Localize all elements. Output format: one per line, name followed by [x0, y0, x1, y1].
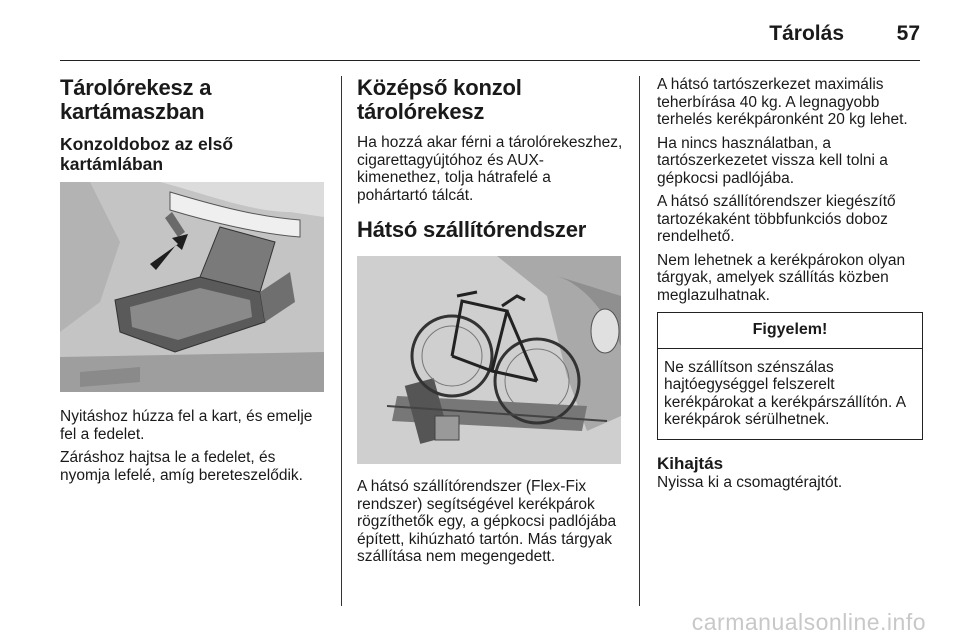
not-in-use-text: Ha nincs használatban, a tartószerkezetet vissza kell tolni a gépkocsi padlójába. [657, 134, 888, 187]
bike-carrier-illustration [357, 256, 621, 464]
accessory-text: A hátsó szállítórendszer kiegészítő tartozékaként többfunkciós doboz rendelhető. [657, 193, 896, 245]
page-number: 57 [896, 22, 920, 45]
rear-carrier-text: A hátsó szállítórendszer (Flex-Fix rendszer) segítségével kerékpárok rögzíthetők egy, a gépkocsi padlójába épített, kihúzható tartón. Más tárgyak szállítása nem megengedett. [357, 478, 617, 565]
loose-objects-text: Nem lehetnek a kerékpárokon olyan tárgyak, amelyek szállítás közben meglazulhatnak. [657, 251, 906, 304]
center-console-text: Ha hozzá akar férni a tárolórekeszhez, cigarettagyújtóhoz és AUX-kimenethez, tolja hátrafelé a pohártartó tálcát. [357, 134, 623, 204]
column-center-console [357, 76, 623, 572]
watermark: carmanualsonline.info [691, 609, 926, 635]
heading-rear-carrier: Hátsó szállítórendszer [357, 217, 587, 242]
heading-armrest-storage: Tárolórekesz a kartámaszban [60, 75, 212, 124]
armrest-illustration [60, 182, 324, 392]
page-header [60, 20, 920, 61]
warning-title: Figyelem! [658, 313, 922, 349]
open-instructions: Nyitáshoz húzza fel a kart, és emelje fel a fedelet. [60, 408, 313, 443]
heading-extend: Kihajtás [657, 453, 724, 473]
warning-text: Ne szállítson szénszálas hajtóegységgel felszerelt kerékpárokat a kerékpárszállítón. A kerékpárok sérülhetnek. [664, 358, 906, 428]
column-divider-1 [341, 76, 342, 606]
close-instructions: Záráshoz hajtsa le a fedelet, és nyomja lefelé, amíg bereteszelődik. [60, 449, 303, 484]
section-title: Tárolás [769, 22, 844, 45]
column-armrest-storage [60, 76, 326, 490]
column-carrier-details [657, 76, 923, 497]
max-load-text: A hátsó tartószerkezet maximális teherbírása 40 kg. A legnagyobb terhelés kerékpáronként 20 kg lehet. [657, 76, 908, 128]
extend-text: Nyissa ki a csomagtérajtót. [657, 473, 843, 491]
subheading-console-box: Konzoldoboz az első kartámlában [60, 134, 234, 174]
warning-box [657, 312, 923, 440]
heading-center-console: Középső konzol tárolórekesz [357, 75, 522, 124]
column-divider-2 [639, 76, 640, 606]
